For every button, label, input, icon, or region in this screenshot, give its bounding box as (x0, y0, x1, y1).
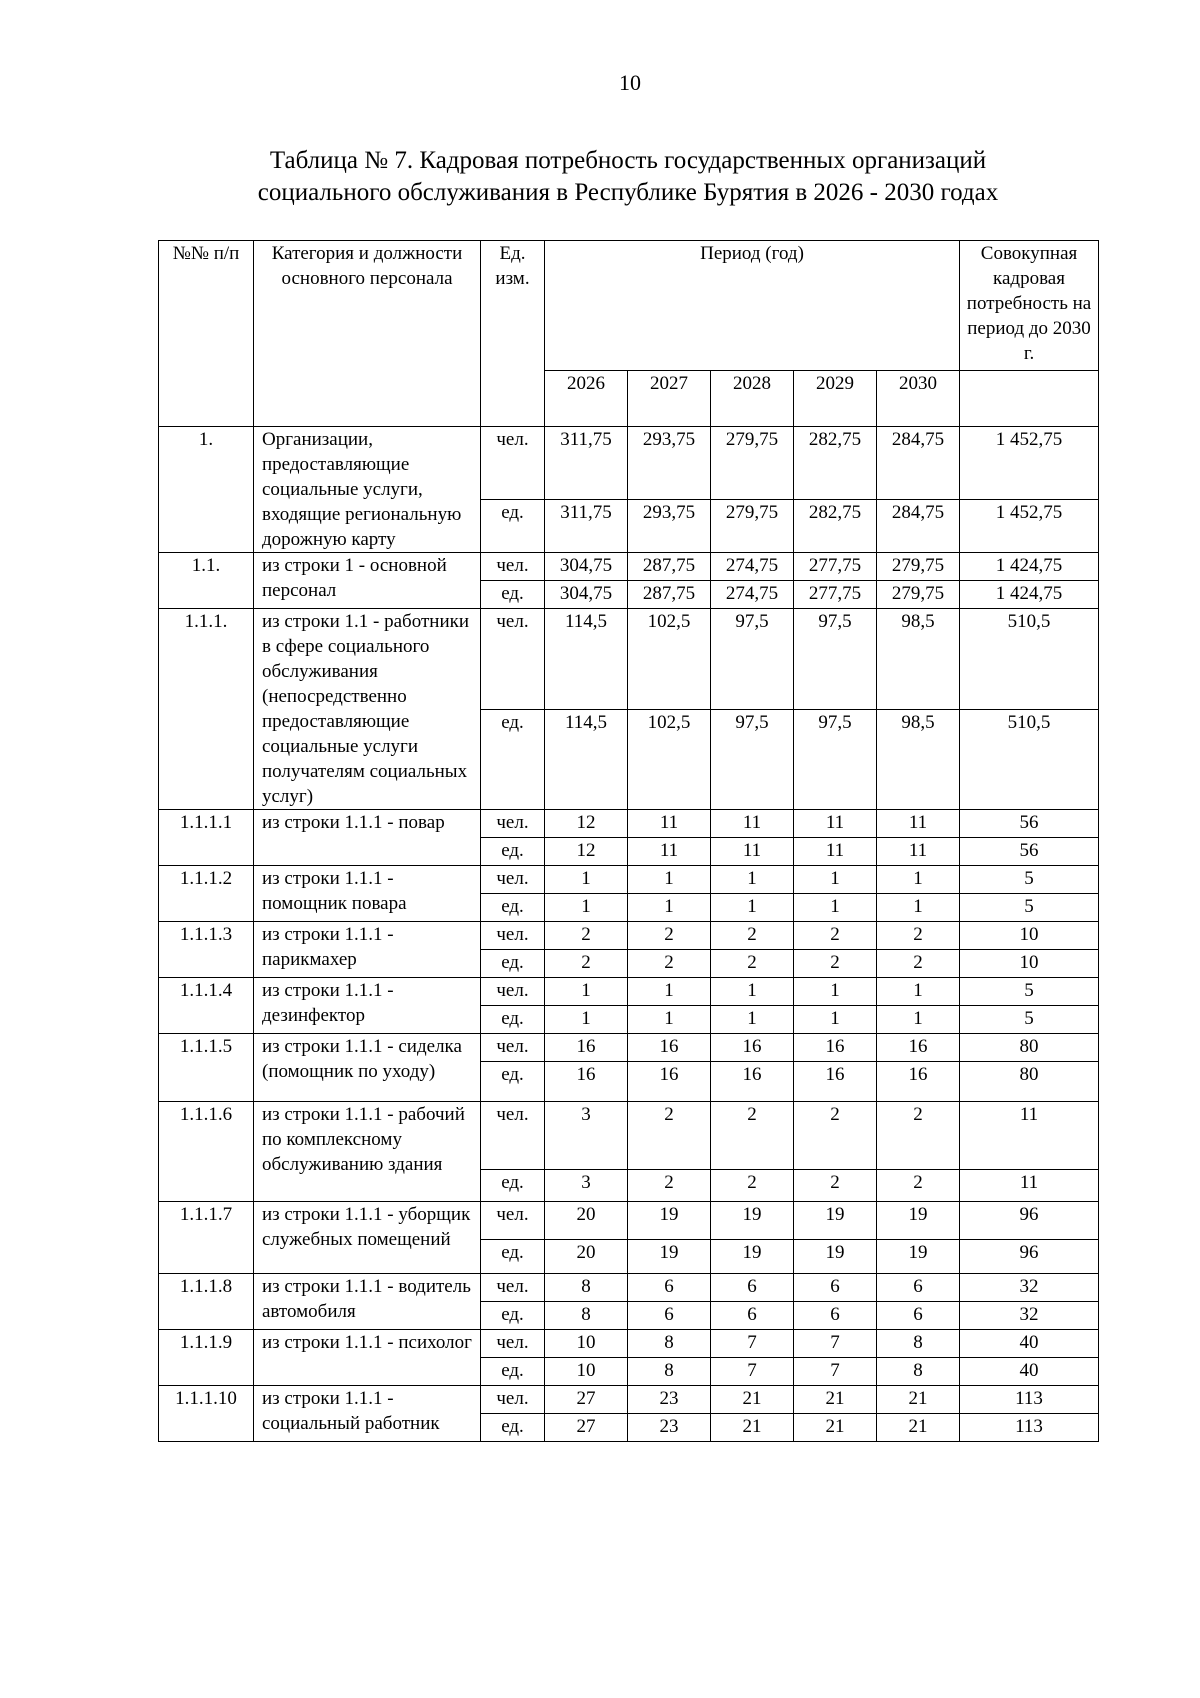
row-year-value: 2 (877, 950, 960, 978)
row-year-value: 284,75 (877, 427, 960, 500)
row-number: 1.1.1.7 (159, 1202, 254, 1274)
row-category: из строки 1.1.1 - психолог (254, 1330, 481, 1386)
row-year-value: 19 (794, 1202, 877, 1240)
row-year-value: 7 (711, 1358, 794, 1386)
row-category: из строки 1.1 - работники в сфере социального обслуживания (непосредственно предоставляющие социальные услуги получателям социальных услуг) (254, 609, 481, 810)
table-row (159, 978, 1099, 1006)
row-number: 1.1. (159, 553, 254, 609)
row-year-value: 1 (628, 866, 711, 894)
row-unit: ед. (481, 1302, 545, 1330)
row-year-value: 1 (877, 894, 960, 922)
table-row (159, 1274, 1099, 1302)
staffing-table (158, 240, 1099, 1442)
row-year-value: 8 (545, 1302, 628, 1330)
row-unit: чел. (481, 1034, 545, 1062)
row-number: 1.1.1.5 (159, 1034, 254, 1102)
row-total: 10 (960, 950, 1099, 978)
row-unit: чел. (481, 553, 545, 581)
row-year-value: 6 (794, 1302, 877, 1330)
row-total: 1 452,75 (960, 427, 1099, 500)
row-year-value: 2 (794, 950, 877, 978)
row-year-value: 7 (794, 1330, 877, 1358)
row-unit: ед. (481, 1006, 545, 1034)
row-year-value: 1 (628, 1006, 711, 1034)
row-category: из строки 1.1.1 - помощник повара (254, 866, 481, 922)
row-year-value: 23 (628, 1414, 711, 1442)
row-year-value: 1 (545, 1006, 628, 1034)
row-number: 1.1.1.9 (159, 1330, 254, 1386)
row-year-value: 1 (545, 978, 628, 1006)
row-year-value: 293,75 (628, 427, 711, 500)
row-year-value: 16 (794, 1062, 877, 1102)
table-row (159, 922, 1099, 950)
row-total: 40 (960, 1330, 1099, 1358)
row-year-value: 21 (794, 1414, 877, 1442)
row-year-value: 8 (628, 1330, 711, 1358)
row-category: из строки 1.1.1 - водитель автомобиля (254, 1274, 481, 1330)
row-year-value: 284,75 (877, 499, 960, 552)
row-total: 510,5 (960, 609, 1099, 710)
row-year-value: 19 (794, 1240, 877, 1274)
table-row (159, 1330, 1099, 1358)
row-year-value: 2 (711, 950, 794, 978)
header-period: Период (год) (545, 241, 960, 371)
row-year-value: 11 (711, 838, 794, 866)
row-year-value: 21 (877, 1386, 960, 1414)
row-category: из строки 1.1.1 - уборщик служебных помещений (254, 1202, 481, 1274)
row-year-value: 2 (877, 922, 960, 950)
row-category: из строки 1 - основной персонал (254, 553, 481, 609)
row-year-value: 8 (628, 1358, 711, 1386)
row-total: 11 (960, 1170, 1099, 1202)
row-year-value: 2 (877, 1102, 960, 1170)
table-row (159, 1202, 1099, 1240)
row-year-value: 8 (545, 1274, 628, 1302)
row-year-value: 102,5 (628, 609, 711, 710)
row-year-value: 2 (877, 1170, 960, 1202)
row-year-value: 97,5 (794, 709, 877, 810)
row-year-value: 2 (794, 1170, 877, 1202)
row-year-value: 10 (545, 1330, 628, 1358)
row-unit: чел. (481, 1386, 545, 1414)
row-year-value: 6 (711, 1274, 794, 1302)
row-total: 113 (960, 1386, 1099, 1414)
row-unit: чел. (481, 866, 545, 894)
row-year-value: 287,75 (628, 581, 711, 609)
row-year-value: 98,5 (877, 609, 960, 710)
row-year-value: 1 (794, 1006, 877, 1034)
row-category: из строки 1.1.1 - дезинфектор (254, 978, 481, 1034)
table-title (158, 145, 1098, 209)
row-unit: ед. (481, 709, 545, 810)
table-row (159, 866, 1099, 894)
row-year-value: 304,75 (545, 581, 628, 609)
table-row (159, 1102, 1099, 1170)
row-year-value: 279,75 (711, 427, 794, 500)
row-unit: чел. (481, 1102, 545, 1170)
row-number: 1.1.1.10 (159, 1386, 254, 1442)
table-title-line-1: Таблица № 7. Кадровая потребность государственных организаций (269, 147, 987, 174)
row-year-value: 6 (628, 1274, 711, 1302)
row-number: 1.1.1.3 (159, 922, 254, 978)
row-year-value: 1 (628, 894, 711, 922)
row-year-value: 8 (877, 1358, 960, 1386)
table-row (159, 553, 1099, 581)
row-year-value: 311,75 (545, 427, 628, 500)
row-total: 80 (960, 1062, 1099, 1102)
row-year-value: 282,75 (794, 427, 877, 500)
row-total: 5 (960, 866, 1099, 894)
header-unit: Ед. изм. (481, 241, 545, 427)
row-unit: ед. (481, 1062, 545, 1102)
row-year-value: 97,5 (711, 609, 794, 710)
row-unit: чел. (481, 1202, 545, 1240)
row-year-value: 19 (711, 1240, 794, 1274)
row-year-value: 2 (628, 922, 711, 950)
header-year: 2026 (545, 371, 628, 427)
row-year-value: 102,5 (628, 709, 711, 810)
row-total: 32 (960, 1302, 1099, 1330)
row-number: 1.1.1.1 (159, 810, 254, 866)
row-year-value: 16 (628, 1034, 711, 1062)
row-year-value: 3 (545, 1102, 628, 1170)
row-unit: ед. (481, 838, 545, 866)
row-total: 32 (960, 1274, 1099, 1302)
row-unit: ед. (481, 894, 545, 922)
header-year: 2030 (877, 371, 960, 427)
row-year-value: 2 (794, 922, 877, 950)
row-year-value: 2 (711, 922, 794, 950)
row-year-value: 282,75 (794, 499, 877, 552)
row-year-value: 12 (545, 810, 628, 838)
row-year-value: 274,75 (711, 581, 794, 609)
row-year-value: 279,75 (877, 553, 960, 581)
row-unit: чел. (481, 810, 545, 838)
row-year-value: 16 (794, 1034, 877, 1062)
row-unit: чел. (481, 1330, 545, 1358)
row-total: 11 (960, 1102, 1099, 1170)
table-row (159, 1034, 1099, 1062)
row-unit: чел. (481, 609, 545, 710)
header-num: №№ п/п (159, 241, 254, 427)
row-year-value: 27 (545, 1414, 628, 1442)
row-year-value: 279,75 (711, 499, 794, 552)
row-total: 5 (960, 1006, 1099, 1034)
row-year-value: 21 (711, 1414, 794, 1442)
row-year-value: 311,75 (545, 499, 628, 552)
row-year-value: 279,75 (877, 581, 960, 609)
row-year-value: 8 (877, 1330, 960, 1358)
header-category: Категория и должности основного персонала (254, 241, 481, 427)
row-year-value: 21 (877, 1414, 960, 1442)
row-year-value: 19 (711, 1202, 794, 1240)
row-total: 510,5 (960, 709, 1099, 810)
row-total: 96 (960, 1202, 1099, 1240)
row-year-value: 97,5 (794, 609, 877, 710)
row-unit: ед. (481, 1170, 545, 1202)
row-year-value: 19 (877, 1202, 960, 1240)
row-year-value: 11 (628, 838, 711, 866)
row-total: 113 (960, 1414, 1099, 1442)
row-year-value: 2 (545, 950, 628, 978)
row-year-value: 3 (545, 1170, 628, 1202)
row-year-value: 2 (628, 1102, 711, 1170)
row-year-value: 277,75 (794, 553, 877, 581)
row-year-value: 19 (628, 1240, 711, 1274)
row-total: 10 (960, 922, 1099, 950)
row-year-value: 1 (877, 978, 960, 1006)
row-total: 5 (960, 894, 1099, 922)
row-unit: ед. (481, 499, 545, 552)
row-total: 5 (960, 978, 1099, 1006)
row-year-value: 2 (545, 922, 628, 950)
row-total: 56 (960, 810, 1099, 838)
row-total: 96 (960, 1240, 1099, 1274)
table-row (159, 1386, 1099, 1414)
table-title-line-2: социального обслуживания в Республике Бурятия в 2026 - 2030 годах (257, 179, 999, 206)
row-year-value: 98,5 (877, 709, 960, 810)
row-year-value: 21 (711, 1386, 794, 1414)
row-year-value: 16 (545, 1062, 628, 1102)
row-category: из строки 1.1.1 - парикмахер (254, 922, 481, 978)
row-year-value: 10 (545, 1358, 628, 1386)
row-year-value: 1 (794, 866, 877, 894)
table-body (159, 427, 1099, 1442)
row-number: 1.1.1.6 (159, 1102, 254, 1202)
row-year-value: 1 (711, 978, 794, 1006)
row-unit: чел. (481, 978, 545, 1006)
row-year-value: 1 (711, 1006, 794, 1034)
table-row (159, 609, 1099, 710)
row-unit: чел. (481, 427, 545, 500)
row-year-value: 12 (545, 838, 628, 866)
row-year-value: 1 (628, 978, 711, 1006)
row-year-value: 11 (711, 810, 794, 838)
row-year-value: 1 (545, 894, 628, 922)
row-number: 1.1.1.8 (159, 1274, 254, 1330)
header-total: Совокупная кадровая потребность на период до 2030 г. (960, 241, 1099, 371)
row-year-value: 11 (628, 810, 711, 838)
row-year-value: 274,75 (711, 553, 794, 581)
row-year-value: 277,75 (794, 581, 877, 609)
row-year-value: 16 (877, 1034, 960, 1062)
row-year-value: 2 (628, 1170, 711, 1202)
row-year-value: 6 (877, 1274, 960, 1302)
row-year-value: 2 (711, 1170, 794, 1202)
row-unit: ед. (481, 581, 545, 609)
row-year-value: 97,5 (711, 709, 794, 810)
table-row (159, 427, 1099, 500)
row-year-value: 7 (711, 1330, 794, 1358)
row-year-value: 1 (794, 894, 877, 922)
row-year-value: 1 (877, 1006, 960, 1034)
row-year-value: 2 (794, 1102, 877, 1170)
row-year-value: 6 (877, 1302, 960, 1330)
row-category: из строки 1.1.1 - сиделка (помощник по уходу) (254, 1034, 481, 1102)
row-year-value: 21 (794, 1386, 877, 1414)
row-total: 1 424,75 (960, 553, 1099, 581)
row-unit: ед. (481, 1240, 545, 1274)
header-year: 2028 (711, 371, 794, 427)
row-year-value: 16 (628, 1062, 711, 1102)
row-total: 1 452,75 (960, 499, 1099, 552)
row-total: 80 (960, 1034, 1099, 1062)
page-number: 10 (619, 70, 641, 95)
row-year-value: 1 (877, 866, 960, 894)
header-total-blank (960, 371, 1099, 427)
row-year-value: 6 (794, 1274, 877, 1302)
row-total: 1 424,75 (960, 581, 1099, 609)
row-year-value: 20 (545, 1202, 628, 1240)
row-year-value: 23 (628, 1386, 711, 1414)
row-year-value: 1 (794, 978, 877, 1006)
row-year-value: 16 (545, 1034, 628, 1062)
row-unit: чел. (481, 922, 545, 950)
row-category: из строки 1.1.1 - социальный работник (254, 1386, 481, 1442)
row-year-value: 1 (711, 866, 794, 894)
row-year-value: 2 (628, 950, 711, 978)
row-year-value: 2 (711, 1102, 794, 1170)
row-year-value: 11 (877, 838, 960, 866)
row-unit: чел. (481, 1274, 545, 1302)
row-year-value: 293,75 (628, 499, 711, 552)
header-year: 2029 (794, 371, 877, 427)
row-number: 1.1.1. (159, 609, 254, 810)
row-year-value: 19 (877, 1240, 960, 1274)
row-unit: ед. (481, 1358, 545, 1386)
row-number: 1. (159, 427, 254, 553)
table-row (159, 810, 1099, 838)
row-year-value: 304,75 (545, 553, 628, 581)
row-year-value: 287,75 (628, 553, 711, 581)
header-year: 2027 (628, 371, 711, 427)
row-year-value: 114,5 (545, 709, 628, 810)
row-unit: ед. (481, 1414, 545, 1442)
row-year-value: 16 (711, 1062, 794, 1102)
row-number: 1.1.1.2 (159, 866, 254, 922)
row-year-value: 19 (628, 1202, 711, 1240)
row-year-value: 7 (794, 1358, 877, 1386)
row-total: 40 (960, 1358, 1099, 1386)
row-year-value: 1 (545, 866, 628, 894)
row-total: 56 (960, 838, 1099, 866)
row-year-value: 6 (628, 1302, 711, 1330)
row-unit: ед. (481, 950, 545, 978)
row-year-value: 27 (545, 1386, 628, 1414)
row-year-value: 11 (794, 838, 877, 866)
row-category: Организации, предоставляющие социальные услуги, входящие региональную дорожную карту (254, 427, 481, 553)
row-year-value: 11 (794, 810, 877, 838)
row-category: из строки 1.1.1 - повар (254, 810, 481, 866)
row-year-value: 6 (711, 1302, 794, 1330)
row-year-value: 20 (545, 1240, 628, 1274)
row-year-value: 16 (711, 1034, 794, 1062)
row-year-value: 11 (877, 810, 960, 838)
row-year-value: 1 (711, 894, 794, 922)
row-year-value: 114,5 (545, 609, 628, 710)
row-category: из строки 1.1.1 - рабочий по комплексному обслуживанию здания (254, 1102, 481, 1202)
row-number: 1.1.1.4 (159, 978, 254, 1034)
row-year-value: 16 (877, 1062, 960, 1102)
